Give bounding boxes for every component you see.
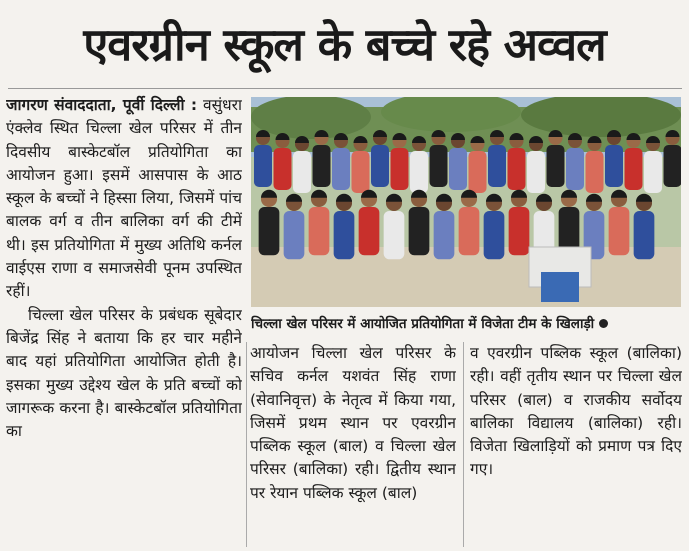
paragraph-1-text: वसुंधरा एंक्लेव स्थित चिल्ला खेल परिसर में तीन दिवसीय बास्केटबॉल प्रतियोगिता का आयोजन हुआ। इसमें आसपास के आठ स्कूल के बच्चों ने हिस्सा लिया, जिसमें पांच बालक वर्ग व तीन बालिका वर्ग की टीमें थी। इस प्रतियोगिता में मुख्य अतिथि कर्नल वाईएस राणा व समाजसेवी पूनम उपस्थित रहीं। bbox=[6, 96, 242, 301]
article-column-3 bbox=[470, 342, 682, 549]
team-photo bbox=[251, 97, 681, 307]
team-photo-illustration bbox=[251, 97, 681, 307]
paragraph-2: चिल्ला खेल परिसर के प्रबंधक सूबेदार बिजेंद्र सिंह ने बताया कि हर चार महीने बाद यहां प्रतियोगिता आयोजित होती है। इसका मुख्य उद्देश्य खेल के प्रति बच्चों को जागरूक करना है। बास्केटबॉल प्रतियोगिता का bbox=[6, 305, 242, 441]
photo-caption bbox=[251, 311, 681, 335]
column-2-text: आयोजन चिल्ला खेल परिसर के सचिव कर्नल यशवंत सिंह राणा (सेवानिवृत्त) के नेतृत्व में किया गया, जिसमें प्रथम स्थान पर एवरग्रीन पब्लिक स्कूल (बाल) व चिल्ला खेल परिसर (बालिका) रही। द्वितीय स्थान पर रेयान पब्लिक स्कूल (बाल) bbox=[250, 344, 456, 502]
photo-caption-text: चिल्ला खेल परिसर में आयोजित प्रतियोगिता में विजेता टीम के खिलाड़ी bbox=[251, 316, 595, 332]
column-divider-1 bbox=[246, 342, 247, 547]
caption-bullet-icon bbox=[599, 319, 608, 328]
paragraph-1 bbox=[6, 94, 242, 304]
dateline: जागरण संवाददाता, पूर्वी दिल्ली : bbox=[6, 96, 198, 114]
headline-rule bbox=[8, 88, 682, 89]
column-divider-2 bbox=[463, 342, 464, 547]
article-column-1 bbox=[6, 94, 242, 549]
headline: एवरग्रीन स्कूल के बच्चे रहे अव्वल bbox=[83, 17, 606, 71]
article-column-2 bbox=[250, 342, 456, 549]
column-3-text: व एवरग्रीन पब्लिक स्कूल (बालिका) रही। वहीं तृतीय स्थान पर चिल्ला खेल परिसर (बाल) व राजकीय सर्वोदय बालिका विद्यालय (बालिका) रही। विजेता खिलाड़ियों को प्रमाण पत्र दिए गए। bbox=[470, 344, 682, 479]
